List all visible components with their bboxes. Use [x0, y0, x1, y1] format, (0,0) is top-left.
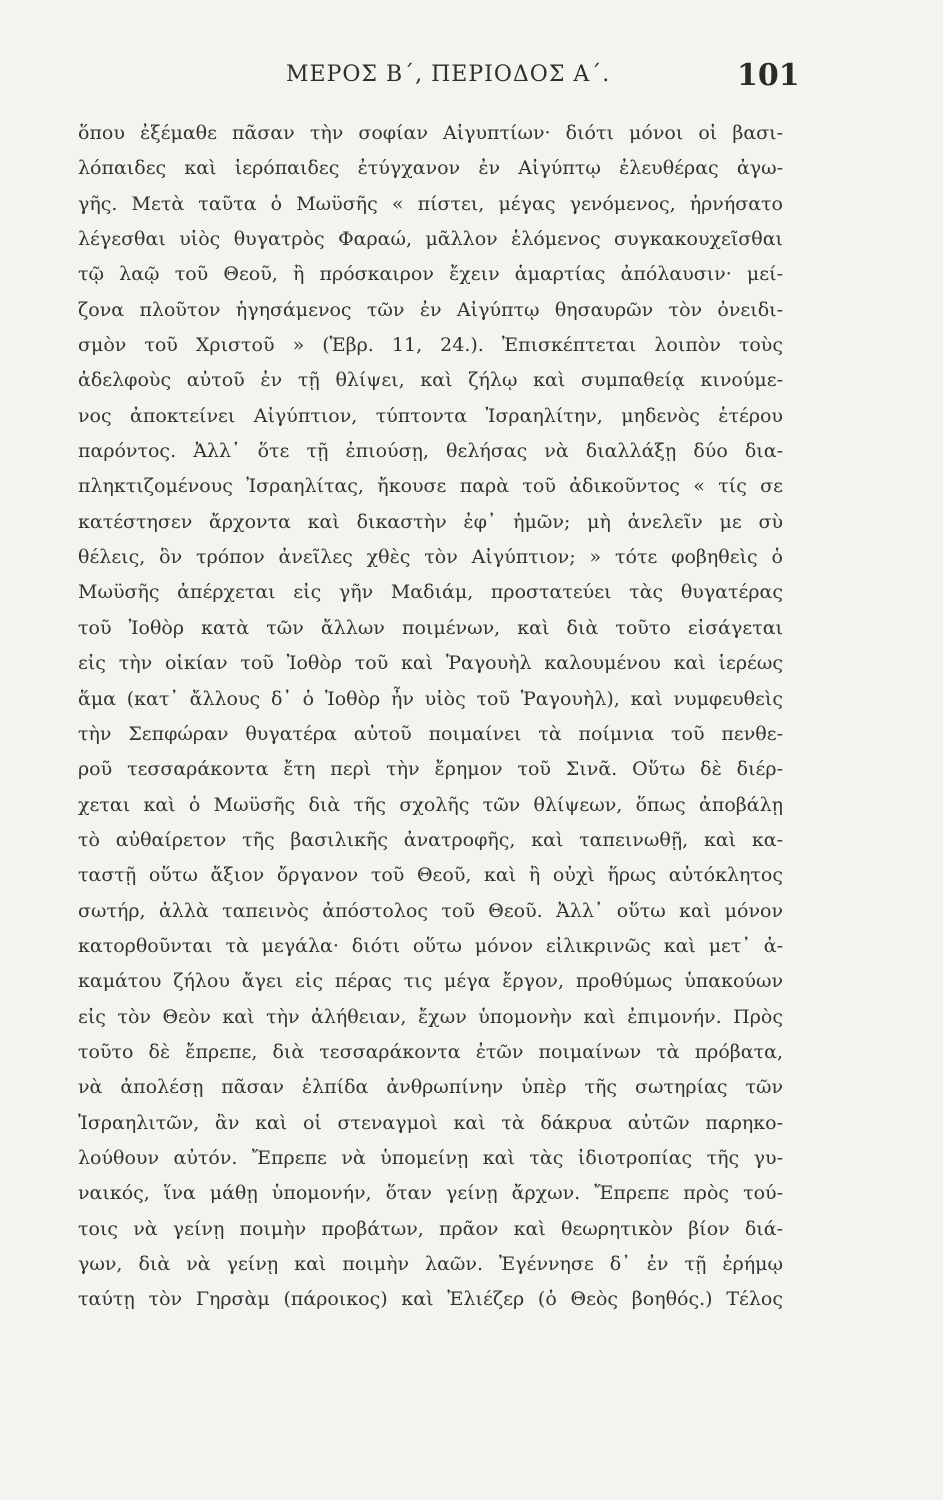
text-line: κατέστησεν ἄρχοντα καὶ δικαστὴν ἐφ᾽ ἡμῶν; μὴ ἀνελεῖν με σὺ [78, 510, 783, 533]
text-line: γων, διὰ νὰ γείνῃ καὶ ποιμὴν λαῶν. Ἐγέννησε δ᾽ ἐν τῇ ἐρήμῳ [78, 1253, 783, 1275]
text-line: λέγεσθαι υἱὸς θυγατρὸς Φαραώ, μᾶλλον ἑλόμενος συγκακουχεῖσθαι [78, 228, 783, 251]
text-line: ταύτῃ τὸν Γηρσὰμ (πάροικος) καὶ Ἐλιέζερ (ὁ Θεὸς βοηθός.) Τέλος [78, 1288, 783, 1311]
text-line: λούθουν αὐτόν. Ἔπρεπε νὰ ὑπομείνῃ καὶ τὰς ἰδιοτροπίας τῆς γυ- [78, 1146, 783, 1169]
page-number: 101 [737, 58, 800, 93]
text-line: τοῦ Ἰοθὸρ κατὰ τῶν ἄλλων ποιμένων, καὶ διὰ τοῦτο εἰσάγεται [78, 616, 783, 639]
text-line: Ἰσραηλιτῶν, ἂν καὶ οἱ στεναγμοὶ καὶ τὰ δάκρυα αὐτῶν παρηκο- [78, 1111, 783, 1134]
text-line: τοῦτο δὲ ἔπρεπε, διὰ τεσσαράκοντα ἐτῶν ποιμαίνων τὰ πρόβατα, [78, 1040, 783, 1063]
running-head [0, 58, 943, 93]
text-line: ταστῇ οὕτω ἄξιον ὄργανον τοῦ Θεοῦ, καὶ ἢ οὐχὶ ἥρως αὐτόκλητος [78, 864, 783, 887]
text-line: τὴν Σεπφώραν θυγατέρα αὐτοῦ ποιμαίνει τὰ ποίμνια τοῦ πενθε- [78, 722, 783, 745]
text-line: νος ἀποκτείνει Αἰγύπτιον, τύπτοντα Ἰσραηλίτην, μηδενὸς ἑτέρου [78, 404, 783, 427]
text-line: τοις νὰ γείνῃ ποιμὴν προβάτων, πρᾶον καὶ θεωρητικὸν βίον διά- [78, 1217, 783, 1240]
text-line: λόπαιδες καὶ ἱερόπαιδες ἐτύγχανον ἐν Αἰγύπτῳ ἐλευθέρας ἀγω- [78, 157, 783, 180]
text-line: καμάτου ζήλου ἄγει εἰς πέρας τις μέγα ἔργον, προθύμως ὑπακούων [78, 970, 783, 993]
text-line: ἅμα (κατ᾽ ἄλλους δ᾽ ὁ Ἰοθὸρ ἦν υἱὸς τοῦ Ῥαγουὴλ), καὶ νυμφευθεὶς [78, 687, 783, 710]
text-line: θέλεις, ὃν τρόπον ἀνεῖλες χθὲς τὸν Αἰγύπτιον; » τότε φοβηθεὶς ὁ [78, 546, 783, 569]
text-line: κατορθοῦνται τὰ μεγάλα· διότι οὕτω μόνον εἰλικρινῶς καὶ μετ᾽ ἀ- [78, 934, 783, 957]
text-line: ροῦ τεσσαράκοντα ἔτη περὶ τὴν ἔρημον τοῦ Σινᾶ. Οὕτω δὲ διέρ- [78, 758, 783, 781]
text-line: ζονα πλοῦτον ἡγησάμενος τῶν ἐν Αἰγύπτῳ θησαυρῶν τὸν ὀνειδι- [78, 298, 783, 321]
text-line: πληκτιζομένους Ἰσραηλίτας, ἤκουσε παρὰ τοῦ ἀδικοῦντος « τίς σε [78, 475, 783, 498]
text-line: ἀδελφοὺς αὐτοῦ ἐν τῇ θλίψει, καὶ ζήλῳ καὶ συμπαθείᾳ κινούμε- [78, 369, 783, 392]
text-line: τῷ λαῷ τοῦ Θεοῦ, ἢ πρόσκαιρον ἔχειν ἁμαρτίας ἀπόλαυσιν· μεί- [78, 263, 783, 286]
text-line: παρόντος. Ἀλλ᾽ ὅτε τῇ ἐπιούσῃ, θελήσας νὰ διαλλάξῃ δύο δια- [78, 440, 783, 463]
text-line: Μωϋσῆς ἀπέρχεται εἰς γῆν Μαδιάμ, προστατεύει τὰς θυγατέρας [78, 581, 783, 604]
running-head-title: ΜΕΡΟΣ Β΄, ΠΕΡΙΟΔΟΣ Α΄. [286, 62, 611, 87]
text-line: γῆς. Μετὰ ταῦτα ὁ Μωϋσῆς « πίστει, μέγας γενόμενος, ἠρνήσατο [78, 192, 783, 215]
text-line: σμὸν τοῦ Χριστοῦ » (Ἑβρ. 11, 24.). Ἐπισκέπτεται λοιπὸν τοὺς [78, 334, 783, 357]
text-line: σωτήρ, ἀλλὰ ταπεινὸς ἀπόστολος τοῦ Θεοῦ. Ἀλλ᾽ οὕτω καὶ μόνον [78, 899, 783, 922]
text-line: τὸ αὐθαίρετον τῆς βασιλικῆς ἀνατροφῆς, καὶ ταπεινωθῇ, καὶ κα- [78, 828, 783, 851]
body-text [78, 116, 783, 1318]
text-line: χεται καὶ ὁ Μωϋσῆς διὰ τῆς σχολῆς τῶν θλίψεων, ὅπως ἀποβάλῃ [78, 793, 783, 816]
text-line: εἰς τὸν Θεὸν καὶ τὴν ἀλήθειαν, ἔχων ὑπομονὴν καὶ ἐπιμονήν. Πρὸς [78, 1005, 783, 1028]
text-line: ναικός, ἵνα μάθῃ ὑπομονήν, ὅταν γείνῃ ἄρχων. Ἔπρεπε πρὸς τού- [78, 1182, 783, 1205]
text-line: εἰς τὴν οἰκίαν τοῦ Ἰοθὸρ τοῦ καὶ Ῥαγουὴλ καλουμένου καὶ ἱερέως [78, 652, 783, 675]
text-line: νὰ ἀπολέσῃ πᾶσαν ἐλπίδα ἀνθρωπίνην ὑπὲρ τῆς σωτηρίας τῶν [78, 1076, 783, 1099]
text-line: ὅπου ἐξέμαθε πᾶσαν τὴν σοφίαν Αἰγυπτίων· διότι μόνοι οἱ βασι- [78, 122, 783, 144]
